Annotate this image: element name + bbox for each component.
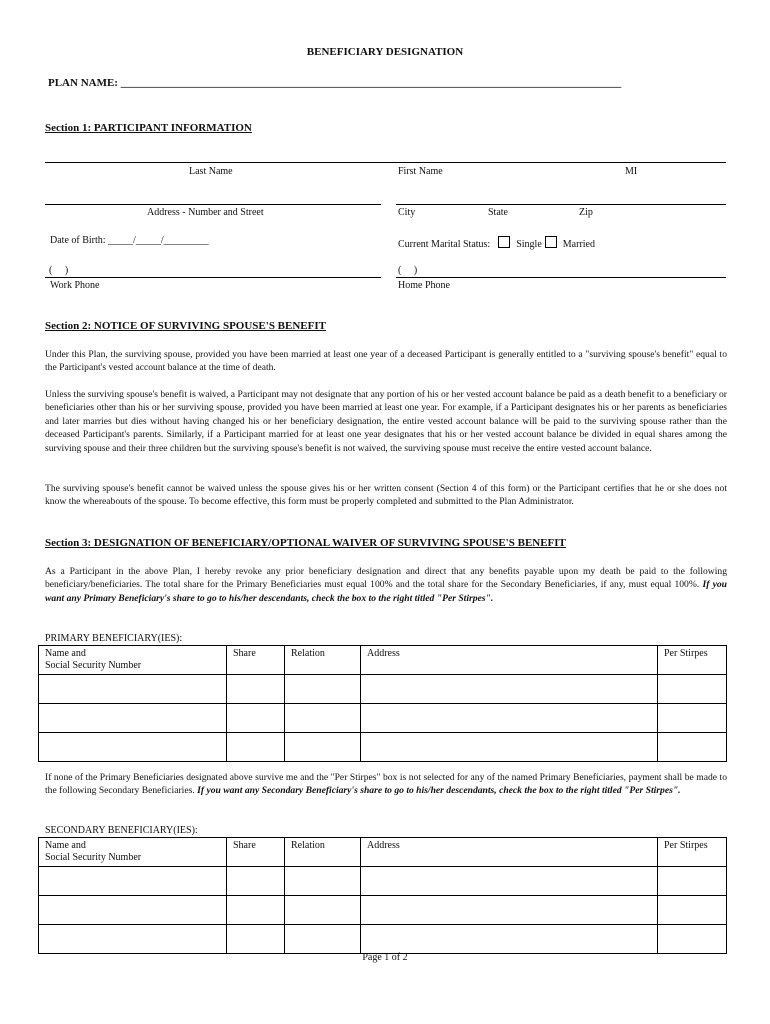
name-ssn-header [39, 646, 227, 675]
name-header-line1: Name and [45, 648, 86, 659]
per-stirpes-cell[interactable] [658, 733, 727, 762]
table-row [39, 704, 727, 733]
share-cell[interactable] [227, 733, 285, 762]
home-phone-label: Home Phone [398, 280, 450, 291]
address-cell[interactable] [361, 704, 658, 733]
work-phone-line[interactable] [45, 277, 381, 278]
table-row [39, 896, 727, 925]
single-checkbox[interactable] [498, 236, 510, 248]
state-label: State [488, 207, 508, 218]
name-line[interactable] [45, 162, 726, 163]
page-number: Page 1 of 2 [362, 952, 408, 963]
married-label: Married [562, 239, 595, 250]
table-row [39, 675, 727, 704]
name-cell[interactable] [39, 896, 227, 925]
relation-header: Relation [285, 646, 361, 675]
section2-paragraph-2: Unless the surviving spouse's benefit is waived, a Participant may not designate that any portion of his or her vested account balance be paid as a death benefit to a beneficiary or beneficiaries other than his or her surviving spouse, provided you have been married at least one year. For example, if a Participant designates his or her parents as beneficiaries and later marries but dies without having changed his or her beneficiary designation, the entire vested account balance will be paid to the surviving spouse rather than the deceased Participant's parents. Similarly, if a Participant married for at least one year designates that his or her vested account balance be divided in equal shares among the surviving spouse and their three children but the surviving spouse's benefit is not waived, the surviving spouse must receive the entire vested account balance. [45, 389, 727, 454]
name-cell[interactable] [39, 867, 227, 896]
work-phone-paren: ( ) [49, 265, 69, 276]
name-ssn-header [39, 838, 227, 867]
share-cell[interactable] [227, 867, 285, 896]
section3-p2-text: If none of the Primary Beneficiaries designated above survive me and the "Per Stirpes" box is not selected for any of the named Primary Beneficiaries, payment shall be made to the following Secondary Beneficiaries. [45, 772, 727, 797]
section2-heading: Section 2: NOTICE OF SURVIVING SPOUSE'S BENEFIT [45, 320, 326, 332]
name-header-line2: Social Security Number [45, 660, 142, 671]
section2-paragraph-3: The surviving spouse's benefit cannot be waived unless the spouse gives his or her written consent (Section 4 of this form) or the Participant certifies that he or she does not know the whereabouts of the spouse. To become effective, this form must be properly completed and submitted to the Plan Administrator. [45, 483, 727, 508]
section3-p1-instruction: If you want any Primary Beneficiary's share to go to his/her descendants, check the box to the right titled "Per Stirpes". [45, 579, 727, 604]
relation-cell[interactable] [285, 925, 361, 954]
relation-cell[interactable] [285, 896, 361, 925]
married-checkbox[interactable] [545, 236, 557, 248]
name-cell[interactable] [39, 925, 227, 954]
per-stirpes-header: Per Stirpes [658, 838, 727, 867]
work-phone-label: Work Phone [50, 280, 100, 291]
section2-paragraph-1: Under this Plan, the surviving spouse, provided you have been married at least one year of a deceased Participant is generally entitled to a "surviving spouse's benefit" equal to the Participant's vested account balance at the time of death. [45, 349, 727, 374]
section3-paragraph-2 [45, 771, 727, 798]
name-cell[interactable] [39, 733, 227, 762]
table-row [39, 733, 727, 762]
name-cell[interactable] [39, 675, 227, 704]
share-header: Share [227, 646, 285, 675]
primary-beneficiary-label: PRIMARY BENEFICIARY(IES): [45, 633, 183, 644]
per-stirpes-cell[interactable] [658, 896, 727, 925]
name-header-line2: Social Security Number [45, 852, 142, 863]
address-cell[interactable] [361, 733, 658, 762]
share-cell[interactable] [227, 925, 285, 954]
table-row [39, 925, 727, 954]
single-label: Single [516, 239, 542, 250]
share-header: Share [227, 838, 285, 867]
zip-label: Zip [579, 207, 593, 218]
address-line[interactable] [45, 204, 381, 205]
form-title: BENEFICIARY DESIGNATION [306, 46, 464, 58]
table-header-row [39, 646, 727, 675]
table-header-row [39, 838, 727, 867]
city-label: City [398, 207, 416, 218]
name-header-line1: Name and [45, 840, 86, 851]
per-stirpes-cell[interactable] [658, 675, 727, 704]
table-row [39, 867, 727, 896]
address-header: Address [361, 646, 658, 675]
home-phone-paren: ( ) [398, 265, 418, 276]
address-header: Address [361, 838, 658, 867]
address-cell[interactable] [361, 675, 658, 704]
last-name-label: Last Name [189, 166, 233, 177]
primary-beneficiary-table [38, 645, 727, 762]
plan-name-field[interactable]: PLAN NAME: ___________________________________________________________________________________________ [48, 77, 622, 89]
share-cell[interactable] [227, 896, 285, 925]
share-cell[interactable] [227, 704, 285, 733]
home-phone-line[interactable] [396, 277, 726, 278]
section1-heading: Section 1: PARTICIPANT INFORMATION [45, 122, 252, 134]
address-cell[interactable] [361, 867, 658, 896]
relation-header: Relation [285, 838, 361, 867]
relation-cell[interactable] [285, 867, 361, 896]
mi-label: MI [625, 166, 638, 177]
dob-field[interactable]: Date of Birth: _____/_____/_________ [50, 235, 209, 246]
secondary-beneficiary-table [38, 837, 727, 954]
city-state-zip-line[interactable] [396, 204, 726, 205]
marital-status-row [398, 236, 595, 252]
first-name-label: First Name [398, 166, 443, 177]
per-stirpes-cell[interactable] [658, 867, 727, 896]
per-stirpes-cell[interactable] [658, 704, 727, 733]
address-label: Address - Number and Street [147, 207, 264, 218]
per-stirpes-cell[interactable] [658, 925, 727, 954]
section3-p2-instruction: If you want any Secondary Beneficiary's share to go to his/her descendants, check the box to the right titled "Per Stirpes". [197, 785, 681, 797]
relation-cell[interactable] [285, 704, 361, 733]
per-stirpes-header: Per Stirpes [658, 646, 727, 675]
address-cell[interactable] [361, 925, 658, 954]
section3-paragraph-1 [45, 565, 727, 605]
marital-status-label: Current Marital Status: [398, 239, 491, 250]
relation-cell[interactable] [285, 675, 361, 704]
section3-p1-text: As a Participant in the above Plan, I hereby revoke any prior beneficiary designation and direct that any benefits payable upon my death be paid to the following beneficiary/beneficiaries. The total share for the Primary Beneficiaries must equal 100% and the total share for the Secondary Beneficiaries, if any, must equal 100%. [45, 566, 727, 591]
secondary-beneficiary-label: SECONDARY BENEFICIARY(IES): [45, 825, 198, 836]
relation-cell[interactable] [285, 733, 361, 762]
address-cell[interactable] [361, 896, 658, 925]
name-cell[interactable] [39, 704, 227, 733]
share-cell[interactable] [227, 675, 285, 704]
section3-heading: Section 3: DESIGNATION OF BENEFICIARY/OPTIONAL WAIVER OF SURVIVING SPOUSE'S BENEFIT [45, 537, 566, 549]
